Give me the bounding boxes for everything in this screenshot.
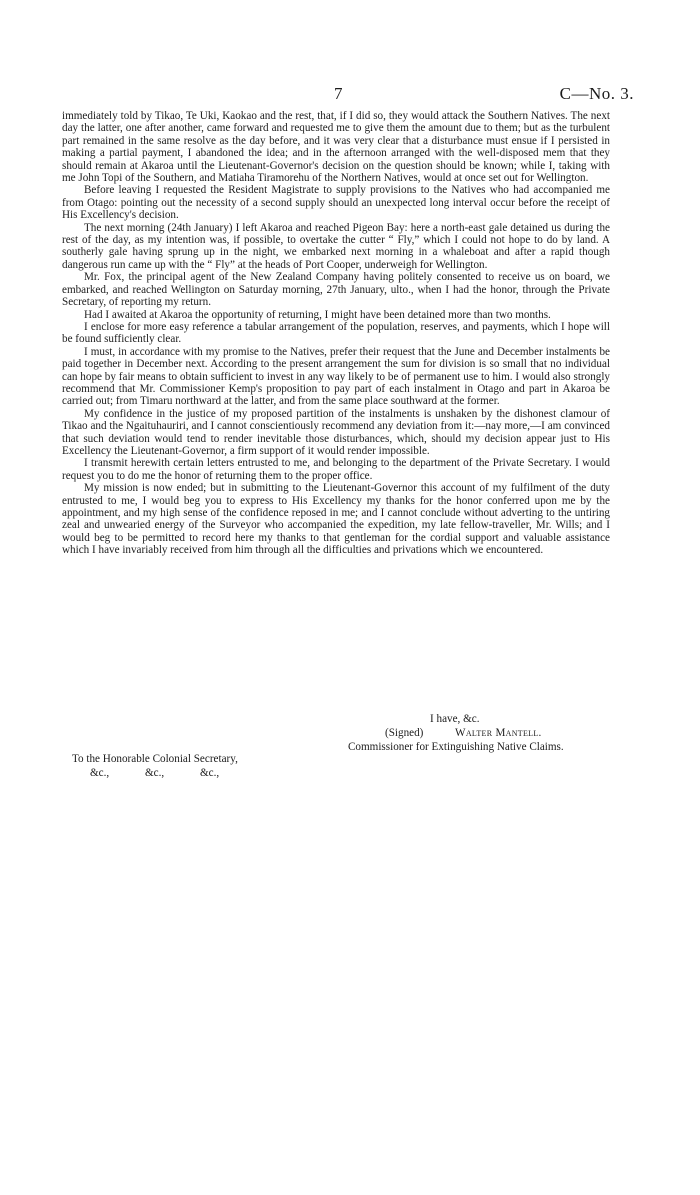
paragraph: I transmit herewith certain letters entrusted to me, and belonging to the department of the Private Secretary. I would request you to do me the honor of returning them to the proper office. (62, 457, 610, 482)
paragraph: Mr. Fox, the principal agent of the New Zealand Company having politely consented to receive us on board, we embarked, and reached Wellington on Saturday morning, 27th January, ulto., when I had the honor, through the Private Secretary, of reporting my return. (62, 271, 610, 309)
page-number: 7 (334, 84, 343, 103)
addressee-block (72, 753, 255, 780)
addressee-line: To the Honorable Colonial Secretary, (72, 753, 238, 765)
signed-label: (Signed) (385, 727, 424, 739)
letter-body (62, 110, 610, 557)
salutation: I have, &c. (430, 713, 480, 725)
signatory-title: Commissioner for Extinguishing Native Claims. (348, 741, 564, 753)
paragraph: Had I awaited at Akaroa the opportunity of returning, I might have been detained more than two months. (84, 308, 551, 321)
document-reference: C—No. 3. (559, 84, 634, 103)
paragraph: My mission is now ended; but in submitting to the Lieutenant-Governor this account of my fulfilment of the duty entrusted to me, I would beg you to express to His Excellency my thanks for the honor conferred upon me by the appointment, and my high sense of the confidence reposed in me; and I cannot conclude without adverting to the untiring zeal and unwearied energy of the Surveyor who accompanied the expedition, my late fellow-traveller, Mr. Wills; and I would beg to be permitted to record here my thanks to that gentleman for the cordial support and valuable assistance which I have invariably received from him through all the difficulties and privations which we encountered. (62, 482, 610, 557)
paragraph: immediately told by Tikao, Te Uki, Kaokao and the rest, that, if I did so, they would attack the Southern Natives. The next day the latter, one after another, came forward and requested me to give them the amount due to them; but as the turbulent part remained in the same resolve as the day before, and it was very clear that a disturbance must ensue if I persisted in making a partial payment, I abandoned the idea; and in the afternoon arranged with the well-disposed mem that they should remain at Akaroa until the Lieutenant-Governor's decision on the question should be known; while I, taking with me John Topi of the Southern, and Matiaha Tiramorehu of the Northern Natives, would at once set out for Wellington. (62, 110, 610, 185)
paragraph: The next morning (24th January) I left Akaroa and reached Pigeon Bay: here a north-east gale detained us during the rest of the day, as my intention was, if possible, to overtake the cutter “ Fly,” which I could not hope to do by land. A southerly gale having sprung up in the night, we embarked next morning in a whaleboat and after a rapid though dangerous run came up with the “ Fly” at the heads of Port Cooper, underweigh for Wellington. (62, 221, 610, 271)
paragraph: I must, in accordance with my promise to the Natives, prefer their request that the June and December instalments be paid together in December next. According to the present arrangement the sum for division is so small that no individual can hope by fair means to obtain sufficient to invest in any way likely to be of permanent use to him. I would also strongly recommend that Mr. Commissioner Kemp's proposition to pay part of each instalment in Otago and part in Akaroa be carried out; from Timaru northward at the latter, and from the same place southward at the former. (62, 345, 610, 408)
page-header (0, 84, 700, 106)
paragraph: My confidence in the justice of my proposed partition of the instalments is unshaken by the dishonest clamour of Tikao and the Ngaituhauriri, and I cannot conscientiously recommend any deviation from it:—nay more,—I am convinced that such deviation would tend to render inevitable those disturbances, which, should my decision appear just to His Excellency the Lieutenant-Governor, a firm support of it would render impossible. (62, 407, 610, 457)
addressee-etc: &c., &c., &c., (90, 766, 220, 779)
paragraph: Before leaving I requested the Resident Magistrate to supply provisions to the Natives who had accompanied me from Otago: pointing out the necessity of a second supply should an unexpected long interval occur before the receipt of His Excellency's decision. (62, 184, 610, 222)
signatory-name: Walter Mantell. (455, 727, 542, 739)
paragraph: I enclose for more easy reference a tabular arrangement of the population, reserves, and payments, which I hope will be found sufficiently clear. (62, 320, 610, 346)
